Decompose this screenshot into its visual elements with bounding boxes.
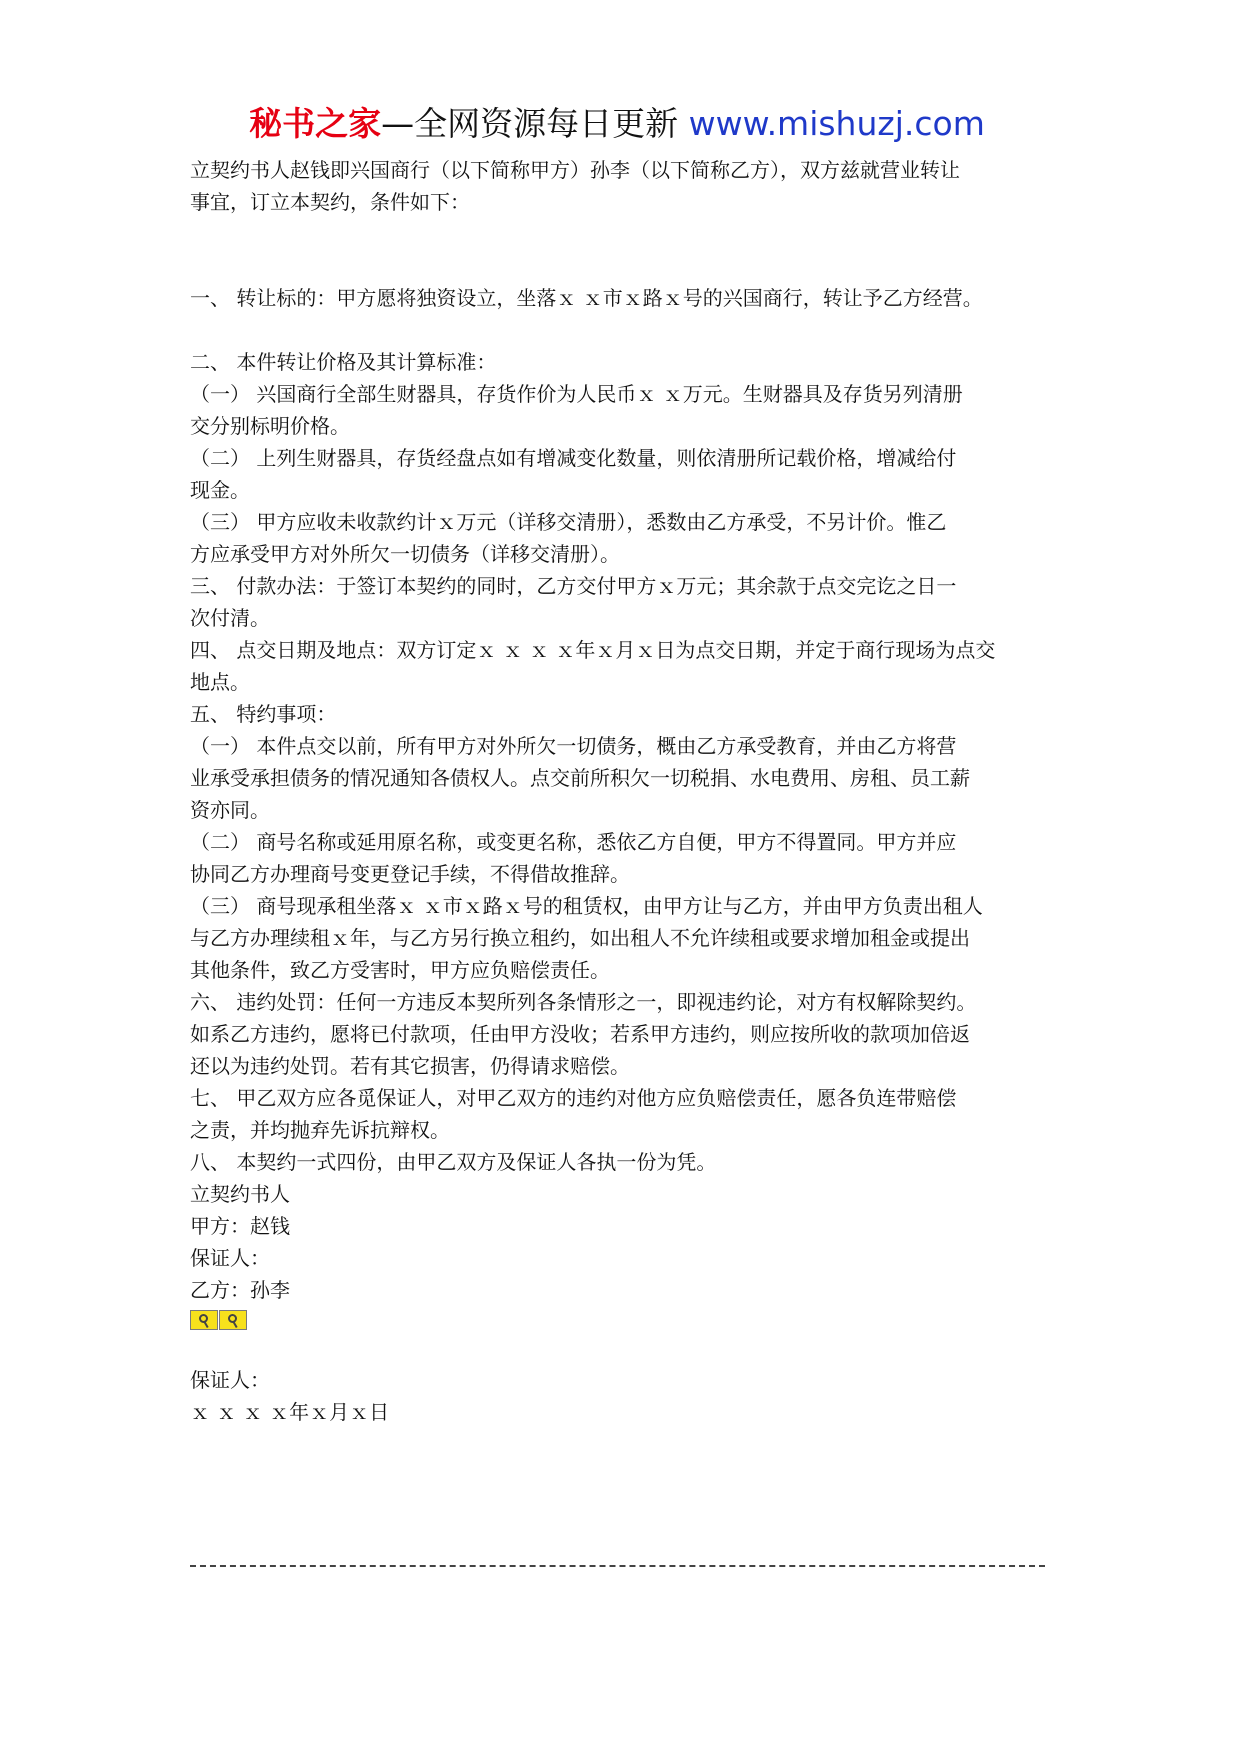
intro-line: 事宜，订立本契约，条件如下： bbox=[190, 190, 470, 214]
clause-6: 还以为违约处罚。若有其它损害，仍得请求赔偿。 bbox=[190, 1054, 630, 1078]
clause-5-3: （三） 商号现承租坐落ｘ ｘ市ｘ路ｘ号的租赁权，由甲方让与乙方，并由甲方负责出租人 bbox=[190, 894, 983, 918]
clause-4: 四、 点交日期及地点：双方订定ｘ ｘ ｘ ｘ年ｘ月ｘ日为点交日期，并定于商行现场为点交 bbox=[190, 638, 996, 662]
clause-1: 一、 转让标的：甲方愿将独资设立，坐落ｘ ｘ市ｘ路ｘ号的兴国商行，转让予乙方经营。 bbox=[190, 286, 983, 310]
party-b: 乙方：孙李 bbox=[190, 1278, 290, 1302]
clause-2-2: 现金。 bbox=[190, 478, 250, 502]
intro-line: 立契约书人赵钱即兴国商行（以下简称甲方）孙李（以下简称乙方），双方兹就营业转让 bbox=[190, 158, 960, 182]
clause-7: 之责，并均抛弃先诉抗辩权。 bbox=[190, 1118, 450, 1142]
clause-2-title: 二、 本件转让价格及其计算标准： bbox=[190, 350, 497, 374]
clause-2-3: 方应承受甲方对外所欠一切债务（详移交清册）。 bbox=[190, 542, 620, 566]
guarantor-1: 保证人： bbox=[190, 1246, 270, 1270]
site-header bbox=[0, 102, 1234, 146]
header-brand: 秘书之家 bbox=[249, 104, 382, 143]
clause-5-2: （二） 商号名称或延用原名称，或变更名称，悉依乙方自便，甲方不得置同。甲方并应 bbox=[190, 830, 957, 854]
clause-2-1: （一） 兴国商行全部生财器具，存货作价为人民币ｘ ｘ万元。生财器具及存货另列清册 bbox=[190, 382, 963, 406]
footer-divider bbox=[190, 1565, 1045, 1567]
clause-6: 如系乙方违约，愿将已付款项，任由甲方没收；若系甲方违约，则应按所收的款项加倍返 bbox=[190, 1022, 970, 1046]
clause-2-3: （三） 甲方应收未收款约计ｘ万元（详移交清册），悉数由乙方承受，不另计价。惟乙 bbox=[190, 510, 947, 534]
header-tagline: —全网资源每日更新 bbox=[381, 104, 679, 143]
clause-5-2: 协同乙方办理商号变更登记手续，不得借故推辞。 bbox=[190, 862, 630, 886]
guarantor-2: 保证人： bbox=[190, 1368, 270, 1392]
contract-date: ｘ ｘ ｘ ｘ年ｘ月ｘ日 bbox=[190, 1400, 390, 1424]
party-a: 甲方：赵钱 bbox=[190, 1214, 290, 1238]
seal-icons bbox=[190, 1310, 1050, 1332]
clause-5-3: 其他条件，致乙方受害时，甲方应负赔偿责任。 bbox=[190, 958, 610, 982]
signature-title: 立契约书人 bbox=[190, 1182, 290, 1206]
seal-icon bbox=[190, 1310, 218, 1330]
clause-2-1: 交分别标明价格。 bbox=[190, 414, 350, 438]
clause-2-2: （二） 上列生财器具，存货经盘点如有增减变化数量，则依清册所记载价格，增减给付 bbox=[190, 446, 957, 470]
header-url-link[interactable]: www.mishuzj.com bbox=[688, 104, 985, 143]
clause-7: 七、 甲乙双方应各觅保证人，对甲乙双方的违约对他方应负赔偿责任，愿各负连带赔偿 bbox=[190, 1086, 957, 1110]
clause-4: 地点。 bbox=[190, 670, 250, 694]
seal-icon bbox=[219, 1310, 247, 1330]
clause-5-3: 与乙方办理续租ｘ年，与乙方另行换立租约，如出租人不允许续租或要求增加租金或提出 bbox=[190, 926, 970, 950]
clause-5-1: 资亦同。 bbox=[190, 798, 270, 822]
clause-8: 八、 本契约一式四份，由甲乙双方及保证人各执一份为凭。 bbox=[190, 1150, 717, 1174]
clause-5-1: （一） 本件点交以前，所有甲方对外所欠一切债务，概由乙方承受教育，并由乙方将营 bbox=[190, 734, 957, 758]
contract-body bbox=[190, 154, 1050, 1428]
clause-3: 三、 付款办法：于签订本契约的同时，乙方交付甲方ｘ万元；其余款于点交完讫之日一 bbox=[190, 574, 957, 598]
clause-5-1: 业承受承担债务的情况通知各债权人。点交前所积欠一切税捐、水电费用、房租、员工薪 bbox=[190, 766, 970, 790]
clause-3: 次付清。 bbox=[190, 606, 270, 630]
clause-6: 六、 违约处罚：任何一方违反本契所列各条情形之一，即视违约论，对方有权解除契约。 bbox=[190, 990, 977, 1014]
clause-5-title: 五、 特约事项： bbox=[190, 702, 337, 726]
